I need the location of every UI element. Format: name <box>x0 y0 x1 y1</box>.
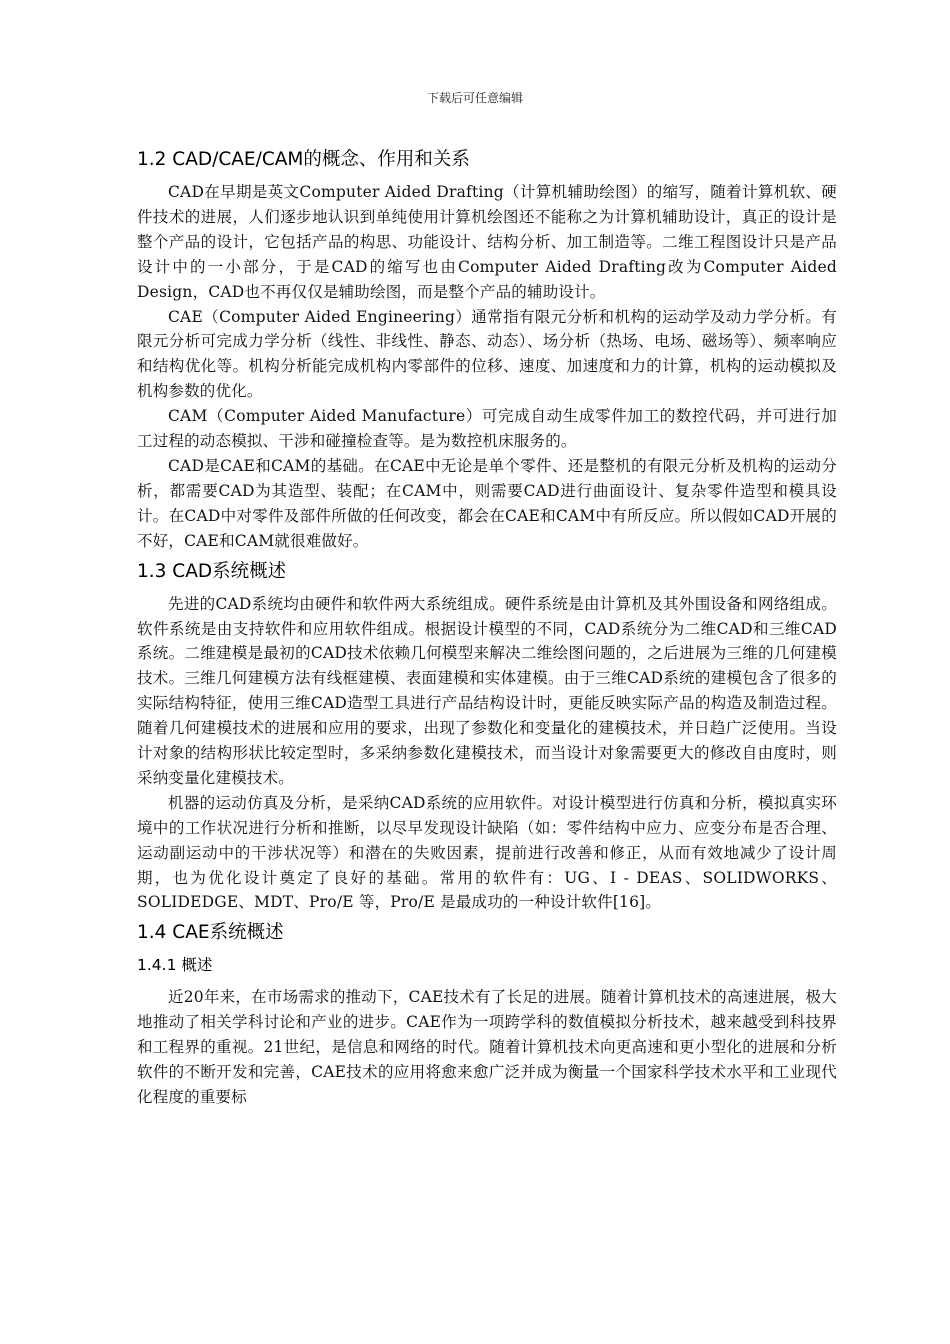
paragraph-cae-overview: 近20年来，在市场需求的推动下，CAE技术有了长足的进展。随着计算机技术的高速进展，极大地推动了相关学科讨论和产业的进步。CAE作为一项跨学科的数值模拟分析技术，越来越受到科技界和工程界的重视。21世纪，是信息和网络的时代。随着计算机技术向更高速和更小型化的进展和分析软件的不断开发和完善，CAE技术的应用将愈来愈广泛并成为衡量一个国家科学技术水平和工业现代化程度的重要标 <box>137 988 837 1106</box>
paragraph-cad-system-composition: 先进的CAD系统均由硬件和软件两大系统组成。硬件系统是由计算机及其外围设备和网络组成。软件系统是由支持软件和应用软件组成。根据设计模型的不同，CAD系统分为二维CAD和三维CAD系统。二维建模是最初的CAD技术依赖几何模型来解决二维绘图问题的，之后进展为三维的几何建模技术。三维几何建模方法有线框建模、表面建模和实体建模。由于三维CAD系统的建模包含了很多的实际结构特征，使用三维CAD造型工具进行产品结构设计时，更能反映实际产品的构造及制造过程。随着几何建模技术的进展和应用的要求，出现了参数化和变量化的建模技术，并日趋广泛使用。当设计对象的结构形状比较定型时，多采纳参数化建模技术，而当设计对象需要更大的修改自由度时，则采纳变量化建模技术。 <box>137 594 837 787</box>
paragraph-cam-definition: CAM（Computer Aided Manufacture）可完成自动生成零件加工的数控代码，并可进行加工过程的动态模拟、干涉和碰撞检查等。是为数控机床服务的。 <box>137 407 837 451</box>
paragraph-cad-cae-cam-relation: CAD是CAE和CAM的基础。在CAE中无论是单个零件、还是整机的有限元分析及机构的运动分析，都需要CAD为其造型、装配；在CAM中，则需要CAD进行曲面设计、复杂零件造型和模具设计。在CAD中对零件及部件所做的任何改变，都会在CAE和CAM中有所反应。所以假如CAD开展的不好，CAE和CAM就很难做好。 <box>137 456 837 550</box>
subsection-heading-1-4-1: 1.4.1 概述 <box>137 956 213 975</box>
header-note: 下载后可任意编辑 <box>426 91 523 105</box>
section-heading-1-3: 1.3 CAD系统概述 <box>137 560 287 582</box>
section-heading-1-2: 1.2 CAD/CAE/CAM的概念、作用和关系 <box>137 149 470 170</box>
document-body <box>137 146 837 1110</box>
paragraph-cad-definition: CAD在早期是英文Computer Aided Drafting（计算机辅助绘图）的缩写，随着计算机软、硬件技术的进展，人们逐步地认识到单纯使用计算机绘图还不能称之为计算机辅助设计，真正的设计是整个产品的设计，它包括产品的构思、功能设计、结构分析、加工制造等。二维工程图设计只是产品设计中的一小部分，于是CAD的缩写也由Computer Aided Drafting改为Computer Aided Design，CAD也不再仅仅是辅助绘图，而是整个产品的辅助设计。 <box>137 183 837 301</box>
section-heading-1-4: 1.4 CAE系统概述 <box>137 922 284 944</box>
paragraph-cae-definition: CAE（Computer Aided Engineering）通常指有限元分析和机构的运动学及动力学分析。有限元分析可完成力学分析（线性、非线性、静态、动态）、场分析（热场、电场、磁场等）、频率响应和结构优化等。机构分析能完成机构内零部件的位移、速度、加速度和力的计算，机构的运动模拟及机构参数的优化。 <box>137 307 837 401</box>
paragraph-motion-simulation: 机器的运动仿真及分析，是采纳CAD系统的应用软件。对设计模型进行仿真和分析，模拟真实环境中的工作状况进行分析和推断，以尽早发现设计缺陷（如：零件结构中应力、应变分布是否合理、运动副运动中的干涉状况等）和潜在的失败因素，提前进行改善和修正，从而有效地减少了设计周期，也为优化设计奠定了良好的基础。常用的软件有：UG、I - DEAS、SOLIDWORKS、SOLIDEDGE、MDT、Pro/E 等，Pro/E 是最成功的一种设计软件[16]。 <box>137 793 837 912</box>
